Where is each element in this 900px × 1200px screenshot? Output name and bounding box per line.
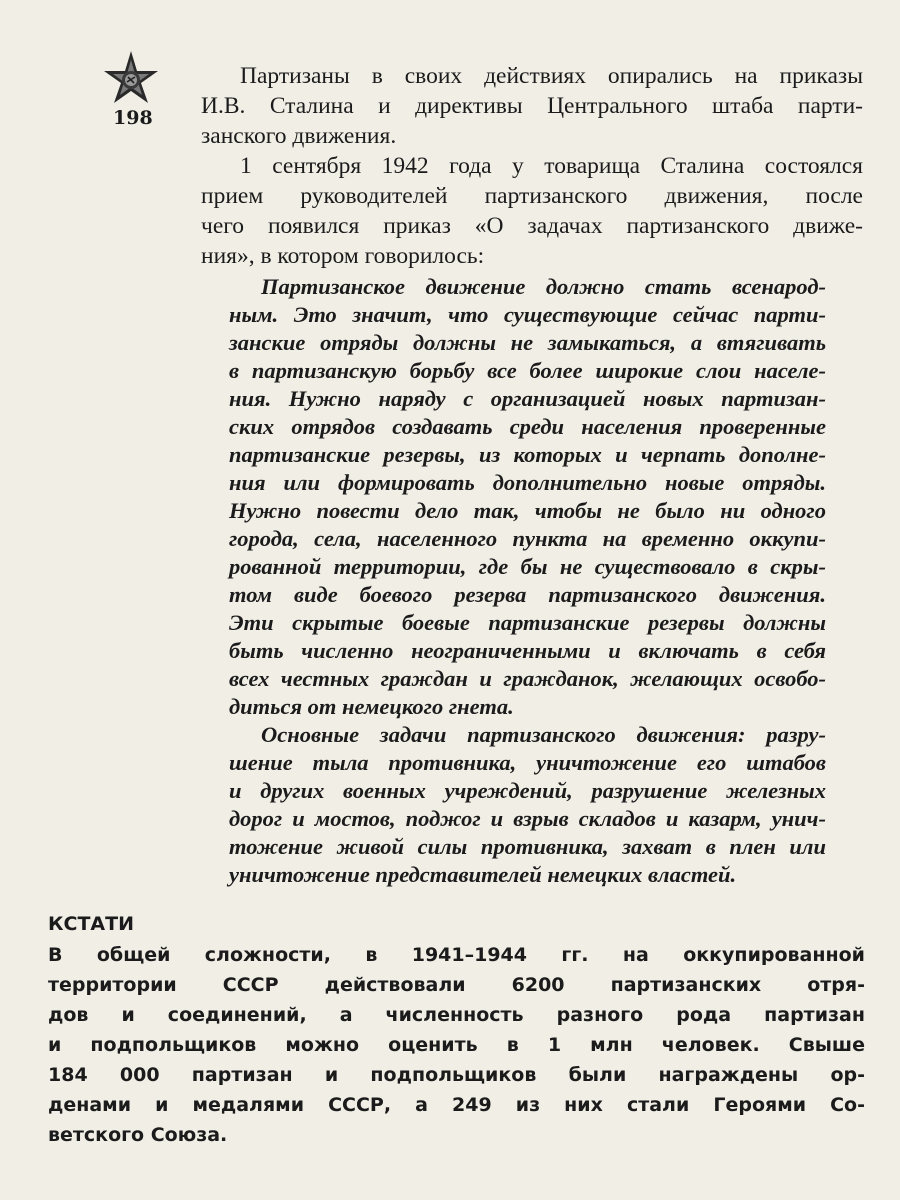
quote-line: уничтожение представителей немецких властей. — [229, 862, 737, 887]
note-line: денами и медалями СССР, а 249 из них стали Героями Со- — [48, 1094, 865, 1116]
quote-line: Основные задачи партизанского движения: разру- — [261, 722, 826, 747]
note-line: и подпольщиков можно оценить в 1 млн человек. Свыше — [48, 1034, 865, 1056]
text-line: прием руководителей партизанского движения, после — [201, 183, 863, 209]
quote-line: шение тыла противника, уничтожение его штабов — [229, 750, 826, 775]
text-line: Партизаны в своих действиях опирались на приказы — [240, 63, 863, 89]
note-line: В общей сложности, в 1941–1944 гг. на оккупированной — [48, 944, 865, 966]
note-line: дов и соединений, а численность разного рода партизан — [48, 1004, 865, 1026]
text-line: 1 сентября 1942 года у товарища Сталина состоялся — [240, 153, 863, 179]
quote-line: ным. Это значит, что существующие сейчас парти- — [229, 302, 826, 327]
quote-line: в партизанскую борьбу все более широкие слои населе- — [229, 358, 826, 383]
text-line: чего появился приказ «О задачах партизанского движе- — [201, 213, 863, 239]
quote-line: тожение живой силы противника, захват в плен или — [229, 834, 826, 859]
quote-line: Эти скрытые боевые партизанские резервы должны — [229, 610, 826, 635]
quote-line: Нужно повести дело так, чтобы не было ни одного — [229, 498, 826, 523]
quote-line: ния или формировать дополнительно новые отряды. — [229, 470, 826, 495]
page-number: 198 — [113, 107, 153, 129]
quote-line: рованной территории, где бы не существовало в скры- — [229, 554, 826, 579]
note-line: 184 000 партизан и подпольщиков были награждены ор- — [48, 1064, 865, 1086]
quote-line: города, села, населенного пункта на временно оккупи- — [229, 526, 826, 551]
quote-line: том виде боевого резерва партизанского движения. — [229, 582, 826, 607]
text-line: ния», в котором говорилось: — [201, 243, 485, 269]
quote-line: всех честных граждан и гражданок, желающих освобо- — [229, 666, 826, 691]
quote-line: быть численно неограниченными и включать в себя — [229, 638, 826, 663]
quote-line: партизанские резервы, из которых и черпать дополне- — [229, 442, 826, 467]
quote-line: занские отряды должны не замыкаться, а втягивать — [229, 330, 826, 355]
sidebar-note-title: КСТАТИ — [48, 913, 135, 935]
note-line: территории СССР действовали 6200 партизанских отря- — [48, 974, 865, 996]
note-line: ветского Союза. — [48, 1124, 228, 1146]
text-line: занского движения. — [201, 123, 397, 149]
quote-line: ских отрядов создавать среди населения проверенные — [229, 414, 826, 439]
order-star-emblem-icon — [96, 50, 166, 110]
quote-line: дорог и мостов, поджог и взрыв складов и казарм, унич- — [229, 806, 826, 831]
quote-line: диться от немецкого гнета. — [229, 694, 514, 719]
quote-line: Партизанское движение должно стать всенарод- — [261, 274, 826, 299]
quote-line: и других военных учреждений, разрушение железных — [229, 778, 826, 803]
text-line: И.В. Сталина и директивы Центрального штаба парти- — [201, 93, 863, 119]
quote-line: ния. Нужно наряду с организацией новых партизан- — [229, 386, 826, 411]
